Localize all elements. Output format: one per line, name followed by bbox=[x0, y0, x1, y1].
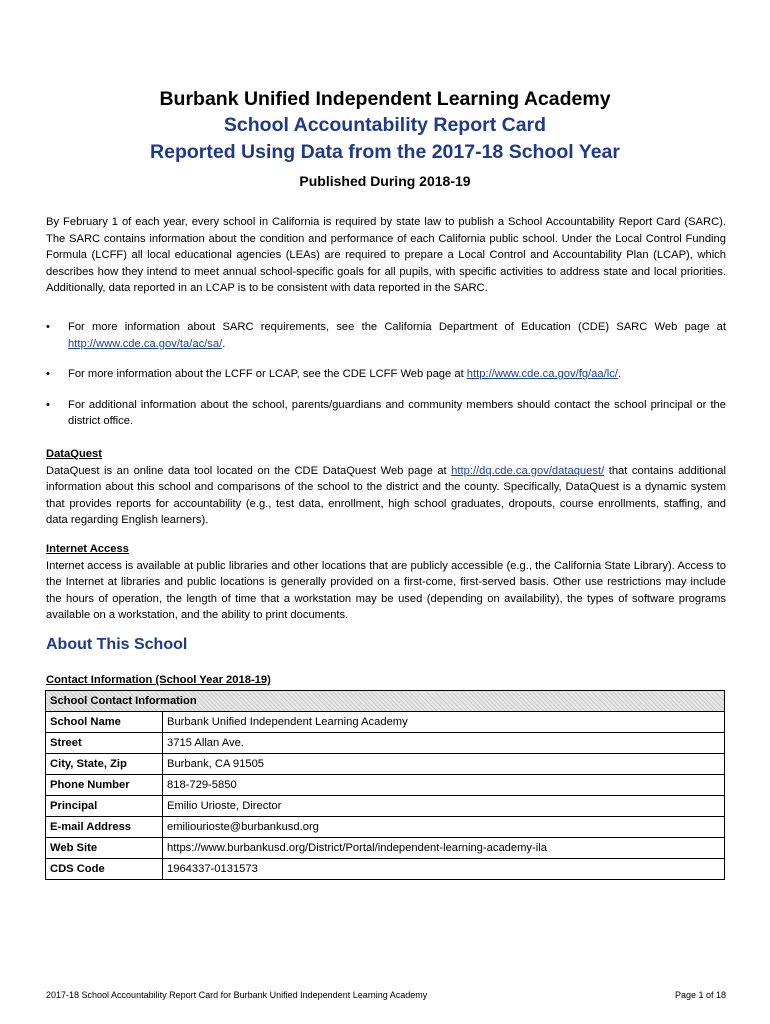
contact-value: Burbank, CA 91505 bbox=[163, 754, 725, 775]
footer-title: 2017-18 School Accountability Report Card for Burbank Unified Independent Learning Academy bbox=[46, 990, 428, 1000]
table-row bbox=[46, 817, 725, 838]
contact-value: 3715 Allan Ave. bbox=[163, 733, 725, 754]
contact-value: 1964337-0131573 bbox=[163, 859, 725, 880]
contact-label: School Name bbox=[46, 712, 163, 733]
table-header: School Contact Information bbox=[46, 691, 725, 712]
contact-value: emiliourioste@burbankusd.org bbox=[163, 817, 725, 838]
report-title: School Accountability Report Card bbox=[223, 114, 547, 136]
contact-title: Contact Information (School Year 2018-19) bbox=[46, 674, 271, 686]
contact-label: E-mail Address bbox=[46, 817, 163, 838]
contact-label: City, State, Zip bbox=[46, 754, 163, 775]
page-number: Page 1 of 18 bbox=[674, 990, 726, 1000]
contact-table bbox=[45, 690, 725, 880]
contact-label: Web Site bbox=[46, 838, 163, 859]
internet-section bbox=[46, 541, 726, 624]
table-row bbox=[46, 796, 725, 817]
published-subtitle: Published During 2018-19 bbox=[299, 173, 471, 189]
dataquest-section bbox=[46, 446, 726, 529]
reported-using-title: Reported Using Data from the 2017-18 School Year bbox=[150, 141, 620, 163]
contact-label: CDS Code bbox=[46, 859, 163, 880]
table-row bbox=[46, 712, 725, 733]
bullet-icon: • bbox=[46, 368, 50, 381]
table-row bbox=[46, 754, 725, 775]
intro-paragraph: By February 1 of each year, every school in California is required by state law to publish a School Accountability Report Card (SARC). The SARC contains information about the condition and performance of each California public school. Under the Local Control Funding Formula (LCFF) all local educational agencies (LEAs) are required to prepare a Local Control and Accountability Plan (LCAP), which describes how they intend to meet annual school-specific goals for all pupils, with specific activities to address state and local priorities. Additionally, data reported in an LCAP is to be consistent with data reported in the SARC. bbox=[46, 216, 726, 295]
bullet-icon: • bbox=[46, 398, 50, 411]
table-row bbox=[46, 838, 725, 859]
bullet-text: For more information about SARC requirements, see the California Department of Education (CDE) SARC Web page at bbox=[68, 321, 726, 333]
about-heading: About This School bbox=[46, 636, 188, 653]
bullet-item-sarc: • For more information about SARC requirements, see the California Department of Education (CDE) SARC Web page at http://www.cde.ca.gov/ta/ac/sa/. bbox=[46, 321, 726, 350]
info-bullet-list bbox=[46, 319, 726, 444]
table-row bbox=[46, 775, 725, 796]
bullet-text: For additional information about the school, parents/guardians and community members should contact the school principal or the district office. bbox=[68, 398, 726, 428]
table-header-row bbox=[46, 691, 725, 712]
table-row bbox=[46, 733, 725, 754]
contact-label: Phone Number bbox=[46, 775, 163, 796]
contact-label: Principal bbox=[46, 796, 163, 817]
contact-value: 818-729-5850 bbox=[163, 775, 725, 796]
internet-body: Internet access is available at public libraries and other locations that are publicly accessible (e.g., the California State Library). Access to the Internet at libraries and public locations is generally provided on a first-come, first-served basis. Other use restrictions may include the hours of operation, the length of time that a workstation may be used (depending on availability), the types of software programs available on a workstation, and the ability to print documents. bbox=[46, 559, 726, 622]
document-header bbox=[0, 86, 770, 190]
dataquest-link[interactable]: http://dq.cde.ca.gov/dataquest/ bbox=[451, 464, 605, 477]
school-name-title: Burbank Unified Independent Learning Academy bbox=[159, 88, 611, 110]
lcff-link[interactable]: http://www.cde.ca.gov/fg/aa/lc/ bbox=[466, 368, 618, 381]
contact-value: Burbank Unified Independent Learning Academy bbox=[163, 712, 725, 733]
contact-value: https://www.burbankusd.org/District/Portal/independent-learning-academy-ila bbox=[163, 838, 725, 859]
dataquest-heading: DataQuest bbox=[46, 448, 102, 460]
table-row bbox=[46, 859, 725, 880]
dataquest-body: DataQuest is an online data tool located on the CDE DataQuest Web page at http://dq.cde.ca.gov/dataquest/ that contains additional information about this school and comparisons of the school to the district and the county. Specifically, DataQuest is a dynamic system that provides reports for accountability (e.g., test data, enrollment, high school graduates, dropouts, course enrollments, staffing, and data regarding English learners). bbox=[46, 464, 726, 527]
bullet-item-lcff: • For more information about the LCFF or LCAP, see the CDE LCFF Web page at http://www.cde.ca.gov/fg/aa/lc/. bbox=[46, 366, 726, 383]
bullet-icon: • bbox=[46, 321, 50, 333]
bullet-text: For more information about the LCFF or LCAP, see the CDE LCFF Web page at bbox=[68, 368, 467, 381]
bullet-item-contact bbox=[46, 397, 726, 430]
contact-value: Emilio Urioste, Director bbox=[163, 796, 725, 817]
sarc-link[interactable]: http://www.cde.ca.gov/ta/ac/sa/ bbox=[68, 337, 223, 350]
contact-label: Street bbox=[46, 733, 163, 754]
internet-heading: Internet Access bbox=[46, 543, 129, 555]
